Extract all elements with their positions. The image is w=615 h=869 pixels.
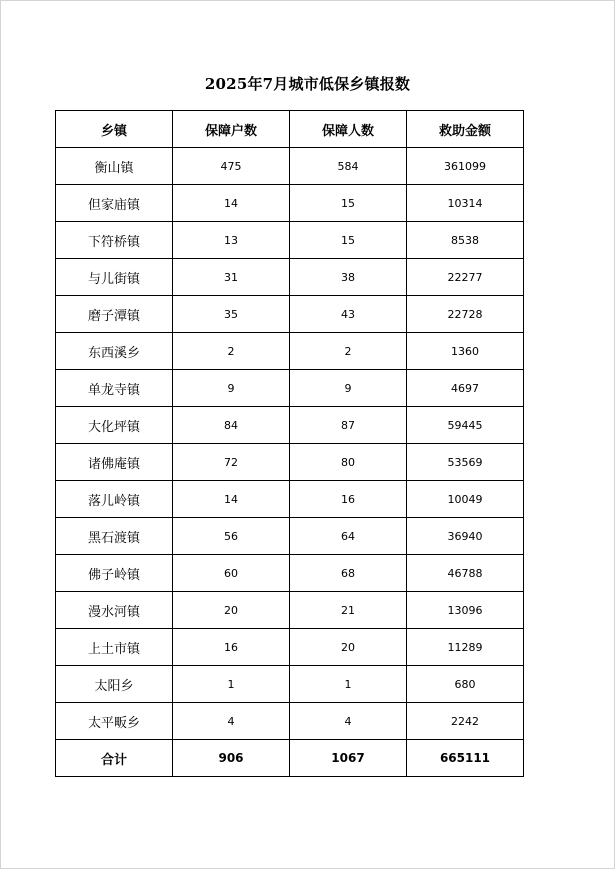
table-row	[56, 222, 524, 259]
table-row	[56, 148, 524, 185]
col-header-persons: 保障人数	[290, 111, 407, 148]
total-label: 合计	[56, 740, 173, 777]
table-row	[56, 592, 524, 629]
households-cell: 475	[173, 148, 290, 185]
table-row	[56, 296, 524, 333]
table-row	[56, 370, 524, 407]
report-title: 2025年7月城市低保乡镇报数	[204, 75, 411, 93]
town-cell: 东西溪乡	[56, 333, 173, 370]
table-row	[56, 629, 524, 666]
amount-cell: 59445	[407, 407, 524, 444]
amount-cell: 2242	[407, 703, 524, 740]
town-cell: 太阳乡	[56, 666, 173, 703]
amount-cell: 53569	[407, 444, 524, 481]
persons-cell: 20	[290, 629, 407, 666]
town-cell: 上土市镇	[56, 629, 173, 666]
town-cell: 但家庙镇	[56, 185, 173, 222]
households-cell: 16	[173, 629, 290, 666]
amount-cell: 11289	[407, 629, 524, 666]
persons-cell: 21	[290, 592, 407, 629]
amount-cell: 22728	[407, 296, 524, 333]
town-cell: 单龙寺镇	[56, 370, 173, 407]
persons-cell: 38	[290, 259, 407, 296]
persons-cell: 1	[290, 666, 407, 703]
header-row	[56, 111, 524, 148]
persons-cell: 80	[290, 444, 407, 481]
persons-cell: 87	[290, 407, 407, 444]
households-cell: 13	[173, 222, 290, 259]
households-cell: 31	[173, 259, 290, 296]
households-cell: 84	[173, 407, 290, 444]
households-cell: 14	[173, 185, 290, 222]
amount-cell: 680	[407, 666, 524, 703]
town-cell: 下符桥镇	[56, 222, 173, 259]
households-cell: 9	[173, 370, 290, 407]
persons-cell: 584	[290, 148, 407, 185]
amount-cell: 361099	[407, 148, 524, 185]
table-row	[56, 555, 524, 592]
town-cell: 诸佛庵镇	[56, 444, 173, 481]
table-row	[56, 481, 524, 518]
total-row	[56, 740, 524, 777]
town-cell: 衡山镇	[56, 148, 173, 185]
amount-cell: 1360	[407, 333, 524, 370]
persons-cell: 15	[290, 185, 407, 222]
persons-cell: 15	[290, 222, 407, 259]
persons-cell: 9	[290, 370, 407, 407]
households-cell: 56	[173, 518, 290, 555]
amount-cell: 36940	[407, 518, 524, 555]
town-cell: 太平畈乡	[56, 703, 173, 740]
table-row	[56, 444, 524, 481]
town-cell: 与儿街镇	[56, 259, 173, 296]
table-row	[56, 333, 524, 370]
table-row	[56, 407, 524, 444]
town-cell: 黑石渡镇	[56, 518, 173, 555]
persons-cell: 64	[290, 518, 407, 555]
col-header-households: 保障户数	[173, 111, 290, 148]
households-cell: 1	[173, 666, 290, 703]
col-header-town: 乡镇	[56, 111, 173, 148]
amount-cell: 8538	[407, 222, 524, 259]
households-cell: 2	[173, 333, 290, 370]
town-cell: 磨子潭镇	[56, 296, 173, 333]
households-cell: 35	[173, 296, 290, 333]
town-cell: 漫水河镇	[56, 592, 173, 629]
table-row	[56, 185, 524, 222]
town-cell: 佛子岭镇	[56, 555, 173, 592]
persons-cell: 2	[290, 333, 407, 370]
persons-cell: 43	[290, 296, 407, 333]
table-row	[56, 666, 524, 703]
report-table	[55, 110, 524, 777]
col-header-amount: 救助金额	[407, 111, 524, 148]
amount-cell: 4697	[407, 370, 524, 407]
households-cell: 4	[173, 703, 290, 740]
amount-cell: 13096	[407, 592, 524, 629]
table-row	[56, 259, 524, 296]
amount-cell: 46788	[407, 555, 524, 592]
total-households: 906	[173, 740, 290, 777]
table-row	[56, 703, 524, 740]
total-amount: 665111	[407, 740, 524, 777]
amount-cell: 10049	[407, 481, 524, 518]
persons-cell: 16	[290, 481, 407, 518]
table-row	[56, 518, 524, 555]
town-cell: 大化坪镇	[56, 407, 173, 444]
amount-cell: 22277	[407, 259, 524, 296]
persons-cell: 68	[290, 555, 407, 592]
amount-cell: 10314	[407, 185, 524, 222]
total-persons: 1067	[290, 740, 407, 777]
households-cell: 14	[173, 481, 290, 518]
persons-cell: 4	[290, 703, 407, 740]
town-cell: 落儿岭镇	[56, 481, 173, 518]
households-cell: 72	[173, 444, 290, 481]
households-cell: 60	[173, 555, 290, 592]
households-cell: 20	[173, 592, 290, 629]
